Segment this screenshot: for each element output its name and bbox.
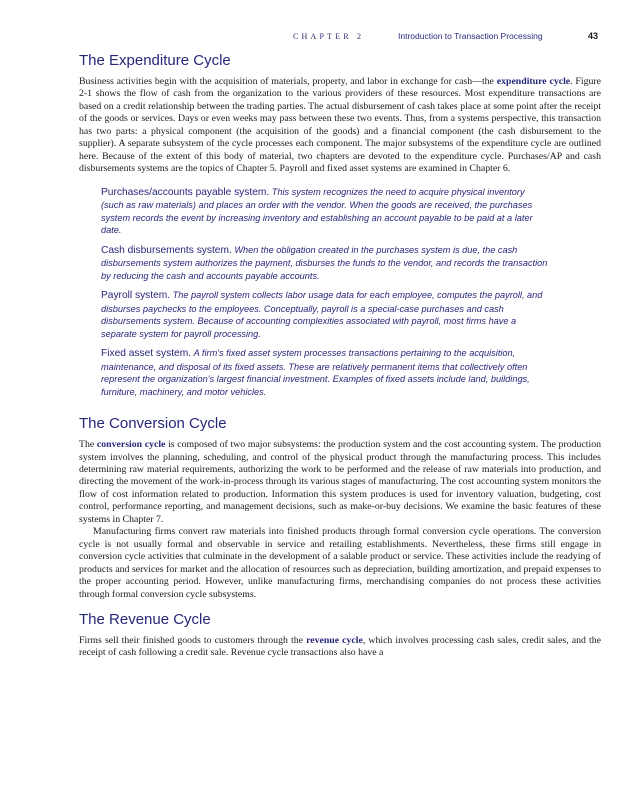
subsystem-item — [101, 289, 549, 340]
text-run: is composed of two major subsystems: the production system and the cost accounting system. The production system involves the planning, scheduling, and control of the physical product through the manufacturing process. This includes determining raw material requirements, authorizing the work to be performed and the release of raw materials into production, and directing the movement of the work-in-process through its various stages of manufacturing. The cost accounting system monitors the flow of cost information related to production. Information this system produces is used for inventory valuation, budgeting, cost control, performance reporting, and management decisions, such as make-or-buy decisions. We examine the basic features of these systems in Chapter 7. — [79, 439, 601, 525]
subsystem-term: Payroll system. — [101, 290, 171, 302]
expenditure-cycle-heading: The Expenditure Cycle — [79, 52, 231, 69]
conversion-cycle-term: conversion cycle — [96, 439, 166, 451]
chapter-label: CHAPTER 2 — [293, 32, 365, 41]
chapter-title: Introduction to Transaction Processing — [398, 31, 543, 41]
subsystem-term: Purchases/accounts payable system. — [101, 186, 270, 198]
conversion-cycle-heading: The Conversion Cycle — [79, 415, 227, 433]
text-run: Business activities begin with the acquisition of materials, property, and labor in exchange for cash—the — [79, 76, 494, 87]
subsystem-term: Cash disbursements system. — [101, 244, 232, 256]
conversion-paragraph-2: Manufacturing firms convert raw materials into finished products through formal conversion cycle operations. The conversion cycle is not usually formal and observable in service and retailing establishments. Nevertheless, these firms still engage in conversion cycle activities that culminate in the development of a salable product or service. These activities include the readying of products and services for market and the allocation of resources such as depreciation, building amortization, and prepaid expenses to the proper accounting period. However, unlike manufacturing firms, merchandising companies do not process these activities through formal conversion cycle subsystems. — [79, 526, 601, 600]
revenue-cycle-term: revenue cycle — [306, 635, 363, 647]
text-run: . Figure 2-1 shows the flow of cash from the organization to the various providers of these resources. Most expenditure transactions are based on a credit relationship between the trading parties. The actual disbursement of cash takes place at some point after the receipt of the goods or services. Days or even weeks may pass between these two events. Thus, from a systems perspective, this transaction has two parts: a physical component (the acquisition of the goods) and a financial component (the cash disbursement to the supplier). A separate subsystem of the cycle processes each component. The major subsystems of the expenditure cycle are outlined here. Because of the extent of this body of material, two chapters are devoted to the expenditure cycle. Purchases/AP and cash disbursements systems are the topics of Chapter 5. Payroll and fixed asset systems are examined in Chapter 6. — [79, 76, 601, 175]
running-header — [0, 30, 604, 44]
subsystem-item — [101, 186, 549, 237]
page-content — [79, 52, 601, 660]
subsystem-item — [101, 244, 549, 283]
text-run: Firms sell their finished goods to customers through the — [79, 635, 303, 647]
conversion-paragraph-1 — [79, 439, 601, 526]
subsystem-description: The payroll system collects labor usage data for each employee, computes the payroll, and disburses paychecks to the employees. Conceptually, payroll is a special-case purchases and cash disbursements system. Because of accounting complexities associated with payroll, most firms have a separate system for payroll processing. — [101, 290, 543, 339]
text-run: The — [79, 439, 95, 451]
expenditure-subsystems-list — [101, 186, 549, 399]
text-run: , which involves processing cash sales, credit sales, and the receipt of cash following a credit sale. Revenue cycle transactions also have a — [79, 635, 602, 659]
expenditure-paragraph — [79, 76, 601, 176]
subsystem-description: A firm's fixed asset system processes transactions pertaining to the acquisition, maintenance, and disposal of its fixed assets. These are relatively permanent items that collectively often represent the organization's largest financial investment. Examples of fixed assets include land, buildings, furniture, machinery, and motor vehicles. — [101, 348, 530, 397]
subsystem-item — [101, 347, 549, 398]
subsystem-term: Fixed asset system. — [101, 348, 192, 360]
subsystem-description: When the obligation created in the purchases system is due, the cash disbursements system authorizes the payment, disburses the funds to the vendor, and records the transaction by reducing the cash and accounts payable accounts. — [101, 244, 548, 281]
page-number: 43 — [588, 31, 599, 41]
subsystem-description: This system recognizes the need to acquire physical inventory (such as raw materials) and places an order with the vendor. When the goods are received, the purchases system records the event by increasing inventory and establishing an account payable to be paid at a later date. — [101, 186, 533, 236]
expenditure-cycle-term: expenditure cycle — [496, 76, 571, 87]
revenue-cycle-heading: The Revenue Cycle — [79, 611, 211, 629]
revenue-paragraph — [79, 635, 601, 660]
